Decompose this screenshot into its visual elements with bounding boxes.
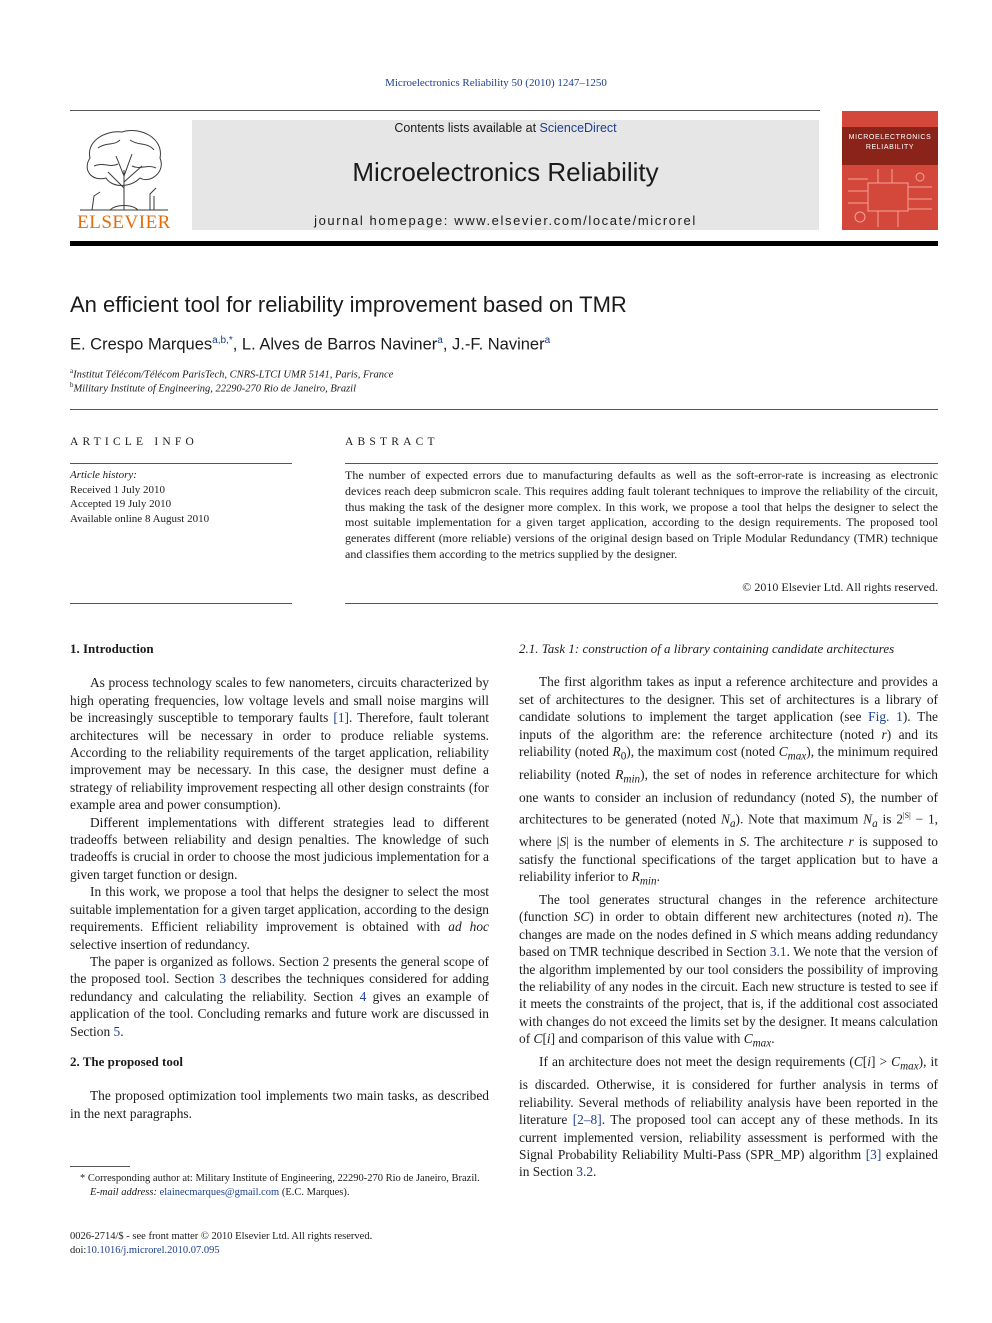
- author-list: E. Crespo Marques$^{a,b,*}$, L. Alves de Barros Naviner$^a$, J.-F. Naviner$^a$: [70, 335, 551, 354]
- section-2-heading: 2. The proposed tool: [70, 1053, 183, 1069]
- imprint-line: 0026-2714/$ - see front matter © 2010 Elsevier Ltd. All rights reserved.: [70, 1231, 373, 1242]
- section-1-paragraph-3: [70, 883, 489, 953]
- sym-Cmax-sub: max: [787, 750, 807, 763]
- sym-Cmax-2-sub: max: [752, 1037, 772, 1050]
- abstract-text: The number of expected errors due to manufacturing defaults as well as the soft-error-rate is increasing as electronic devices reach deep submicron scale. This requires adding fault tolerant techniques to improve the reliability of the circuit, thus making the task of the designer more complex. In this work, we propose a tool that helps the designer to select the most suitable implementation for a given target application, according to the design requirements. The proposed tool generates different (more reliable) versions of the original design based on Triple Modular Redundancy (TMR) technique and classifies them according to the metrics supplied by the designer.: [345, 468, 938, 561]
- t-h: ). Note that maximum: [735, 811, 864, 827]
- author-1-affiliation[interactable]: a,b,*: [212, 335, 233, 346]
- sym-Ci: C: [533, 1031, 543, 1047]
- sym-R0-sub: 0: [620, 750, 627, 763]
- footnote-text: Corresponding author at: Military Institute of Engineering, 22290-270 Rio de Janeiro, Brazil.: [85, 1173, 480, 1184]
- sym-Na: N: [721, 811, 730, 827]
- sym-Na-2: N: [863, 811, 873, 827]
- journal-homepage: [192, 213, 819, 228]
- cover-title: [842, 133, 938, 153]
- t-i: is 2: [877, 811, 904, 827]
- u-e: . We note that the version of the algorithm implemented by our tool considers the possibility of improving the reliability of any nodes in the circuit. Each new structure is tested to see if it meets the constraints of the project, that is, if the additional cost associated with changes do not exceed the limits set by the designer. It means calculation of: [519, 944, 938, 1047]
- abstract-copyright: © 2010 Elsevier Ltd. All rights reserved.: [742, 580, 938, 594]
- s1p1-text-a: As process technology scales to few nanometers, circuits characterized by high operating frequencies, low voltage levels and small noise margins will be increasingly susceptible to temporary faults: [70, 675, 489, 726]
- email-label: E-mail address:: [90, 1187, 160, 1199]
- section-3-2-link[interactable]: 3.2: [576, 1164, 594, 1180]
- t-d: ), the maximum cost (noted: [626, 744, 779, 760]
- v-b: ), it is discarded. Otherwise, it is considered for further analysis in terms of reliability. Several methods of reliability analysis have been reported in the literature: [519, 1054, 938, 1128]
- sym-gt: >: [875, 1054, 892, 1070]
- s1p3-text-a: In this work, we propose a tool that helps the designer to select the most suitable implementation for a given target application, according to the design requirements. Efficient reliability improvement is obtained with: [70, 884, 489, 935]
- subsection-2-1-paragraph-1: [519, 673, 938, 891]
- abstract-rule: [345, 463, 938, 464]
- t-k: | is the number of elements in: [566, 834, 740, 850]
- sym-Rmin-2: R: [631, 868, 640, 884]
- sym-S-2: S: [559, 834, 567, 850]
- sym-S: S: [840, 790, 847, 806]
- sym-SC: SC: [573, 909, 590, 925]
- corresponding-author-footnote: [70, 1172, 489, 1200]
- s1p1-text-b: . Therefore, fault tolerant architectures will be necessary in order to produce reliable systems. According to the reliability requirements of the target application, reliability improvement may be necessary. In this case, the designer must define a strategy of reliability improvement respecting all other design constraints (for example area and power consumption).: [70, 710, 489, 813]
- section-5-link[interactable]: 5: [113, 1023, 121, 1039]
- article-info-rule: [70, 463, 292, 464]
- sym-Rmin-2-sub: min: [639, 875, 657, 888]
- sciencedirect-link[interactable]: ScienceDirect: [539, 121, 617, 135]
- sym-Na-2-sub: a: [872, 817, 878, 830]
- contents-prefix: Contents lists available at: [394, 121, 540, 135]
- sym-R0: R: [612, 744, 621, 760]
- email-link[interactable]: elainecmarques@gmail.com: [159, 1187, 280, 1199]
- online-date: Available online 8 August 2010: [70, 512, 210, 525]
- section-2-paragraph-1: The proposed optimization tool implements two main tasks, as described in the next paragraphs.: [70, 1088, 489, 1121]
- imprint: [70, 1230, 372, 1258]
- t-f: ), the set of nodes in reference architecture for which one wants to consider an inclusion of redundancy (noted: [519, 767, 938, 806]
- doi-label: doi:: [70, 1245, 87, 1257]
- journal-title: Microelectronics Reliability: [352, 157, 659, 187]
- t-b: ). The inputs of the algorithm are: the reference architecture (noted: [519, 709, 938, 742]
- elsevier-wordmark: ELSEVIER: [77, 212, 171, 233]
- article-title: An efficient tool for reliability improvement based on TMR: [70, 292, 627, 317]
- u-a: The tool generates structural changes in the reference architecture (function: [519, 892, 938, 925]
- v-d: explained in Section: [519, 1147, 938, 1180]
- section-3-link[interactable]: 3: [219, 971, 227, 987]
- affiliation-b: [70, 381, 356, 395]
- sym-Ci-2: C: [853, 1054, 863, 1070]
- article-info-bottom-rule: [70, 603, 292, 604]
- subsection-2-1-paragraph-3: If an architecture does not meet the design requirements $(C[i] > C_{max})$, it is discarded. Otherwise, it is considered for further analysis in terms of reliability. Several methods of reliability analysis have been reported in the literature [2–8]. The proposed tool can accept any of these methods. In its current implemented version, reliability assessment is performed with the Signal Probability Reliability Multi-Pass (SPR_MP) algorithm [3] explained in Section 3.2.: [519, 1054, 938, 1180]
- v-e: .: [593, 1164, 597, 1180]
- cover-title-line2: RELIABILITY: [865, 144, 915, 151]
- t-a: The first algorithm takes as input a reference architecture and provides a set of architectures to the designer. This set of architectures is a library of candidate solutions to implement the target application (see: [519, 674, 938, 725]
- author-2-affiliation[interactable]: a: [437, 335, 443, 346]
- history-label: Article history:: [70, 469, 137, 481]
- t-e: ), the minimum required reliability (noted: [519, 744, 938, 783]
- footnote-star: *: [80, 1173, 86, 1184]
- accepted-date: Accepted 19 July 2010: [70, 498, 172, 510]
- journal-cover: [842, 111, 938, 230]
- sym-i: i: [546, 1031, 551, 1047]
- t-c: ) and its reliability (noted: [519, 726, 938, 760]
- affiliation-a-text: Institut Télécom/Télécom ParisTech, CNRS-LTCI UMR 5141, Paris, France: [73, 369, 394, 381]
- cover-circuit-art-icon: [848, 169, 932, 227]
- s1p4-b: presents the general scope of the proposed tool. Section: [70, 953, 489, 987]
- u-c: ). The changes are made on the nodes defined in: [519, 909, 938, 942]
- section-1-heading: 1. Introduction: [70, 641, 154, 656]
- section-rule: [70, 409, 938, 410]
- homepage-label: journal homepage:: [314, 213, 455, 228]
- author-2: L. Alves de Barros Naviner: [241, 335, 438, 354]
- author-3: J.-F. Naviner: [451, 335, 545, 354]
- section-4-link[interactable]: 4: [359, 988, 367, 1004]
- sym-S-4: S: [749, 926, 757, 942]
- subsection-2-1-paragraph-2: The tool generates structural changes in the reference architecture (function SC) in order to obtain different new architectures (noted n). The changes are made on the nodes defined in S which means adding redundancy based on TMR technique described in Section 3.1. We note that the version of the algorithm implemented by our tool considers the possibility of improving the reliability of any nodes in the circuit. Each new structure is tested to see if it meets the constraints of the project, that is, if the additional cost associated with changes do not exceed the limits set by the designer. It means calculation of C[i] and comparison of this value with $C_{max}$.: [519, 892, 939, 1050]
- t-l: . The architecture: [746, 834, 849, 850]
- affiliation-a-mark: a: [70, 367, 74, 375]
- affiliation-b-mark: b: [70, 381, 74, 389]
- v-c: . The proposed tool can accept any of these methods. In its current implemented version, reliability assessment is performed with the Signal Probability Reliability Multi-Pass (SPR_MP) algorithm: [519, 1112, 938, 1163]
- t-j: − 1, where |: [519, 811, 938, 850]
- u-f: and comparison of this value with: [555, 1031, 744, 1047]
- affiliation-a: [70, 367, 393, 381]
- contents-line: [192, 121, 819, 135]
- t-n: .: [656, 868, 660, 884]
- s1p4-e: .: [120, 1023, 124, 1039]
- doi-link[interactable]: 10.1016/j.microrel.2010.07.095: [86, 1245, 220, 1257]
- article-history: [70, 468, 209, 526]
- s1p3-text-b: selective insertion of redundancy.: [70, 936, 250, 952]
- ref-3-link[interactable]: [3]: [865, 1147, 882, 1163]
- article-info-heading: ARTICLE INFO: [70, 436, 198, 448]
- section-2-link[interactable]: 2: [322, 953, 330, 969]
- sym-Cmax-3-sub: max: [900, 1061, 919, 1074]
- body-left-column: [70, 640, 489, 1122]
- ref-2-8-link[interactable]: [2–8]: [572, 1112, 602, 1128]
- sym-Rmin: R: [615, 767, 624, 783]
- sym-Cmax: C: [778, 744, 788, 760]
- sym-Cmax-3: C: [891, 1054, 901, 1070]
- u-g: .: [771, 1031, 775, 1047]
- fig-1-link[interactable]: Fig. 1: [868, 709, 903, 725]
- sym-S-3: S: [739, 834, 747, 850]
- sym-exp-S: |S|: [903, 810, 911, 820]
- sym-r: r: [881, 726, 887, 742]
- sym-r-2: r: [848, 834, 854, 850]
- cover-title-line1: MICROELECTRONICS: [848, 134, 932, 141]
- sym-Rmin-sub: min: [623, 773, 641, 786]
- footnote-rule: [70, 1166, 130, 1167]
- author-3-affiliation[interactable]: a: [544, 335, 551, 346]
- t-m: is supposed to satisfy the functional specifications of the target application but to have a reliability inferior to: [519, 834, 938, 884]
- section-1-paragraph-2: Different implementations with different strategies lead to different tradeoffs between reliability and design penalties. The knowledge of such tradeoffs is crucial in order to choose the most judicious implementation for a given target function or design.: [70, 814, 489, 882]
- abstract-heading: ABSTRACT: [345, 436, 439, 448]
- section-1-paragraph-1: [70, 674, 489, 813]
- s1p3-adhoc: ad hoc: [448, 919, 489, 935]
- header-thick-rule: [70, 241, 938, 246]
- s1p4-a: The paper is organized as follows. Section: [90, 953, 323, 969]
- sym-n: n: [897, 909, 905, 925]
- journal-reference[interactable]: Microelectronics Reliability 50 (2010) 1247–1250: [385, 77, 607, 89]
- section-3-1-link[interactable]: 3.1: [769, 944, 787, 960]
- section-1-paragraph-4: [70, 953, 489, 1040]
- email-owner: (E.C. Marques).: [279, 1187, 350, 1199]
- sym-Cmax-2: C: [743, 1031, 753, 1047]
- u-d: which means adding redundancy based on TMR technique described in Section: [519, 926, 939, 960]
- abstract-bottom-rule: [345, 603, 938, 604]
- sym-Na-sub: a: [729, 817, 736, 830]
- v-a: If an architecture does not meet the design requirements (: [539, 1054, 854, 1070]
- received-date: Received 1 July 2010: [70, 483, 166, 496]
- s1p4-d: gives an example of application of the tool. Concluding remarks and future work are discussed in Section: [70, 988, 489, 1039]
- u-b: ) in order to obtain different new architectures (noted: [589, 909, 898, 925]
- sym-i-2: i: [867, 1054, 871, 1070]
- header-rule: [70, 110, 820, 111]
- ref-1-link[interactable]: [1]: [333, 710, 350, 726]
- author-1: E. Crespo Marques: [70, 335, 213, 354]
- homepage-url[interactable]: www.elsevier.com/locate/microrel: [454, 213, 697, 228]
- affiliation-b-text: Military Institute of Engineering, 22290-270 Rio de Janeiro, Brazil: [73, 383, 356, 395]
- body-right-column: [519, 640, 938, 1181]
- subsection-2-1-heading: 2.1. Task 1: construction of a library containing candidate architectures: [519, 641, 895, 656]
- s1p4-c: describes the techniques considered for adding redundancy and calculating the reliability. Section: [70, 971, 489, 1004]
- t-g: ), the number of architectures to be generated (noted: [519, 790, 938, 827]
